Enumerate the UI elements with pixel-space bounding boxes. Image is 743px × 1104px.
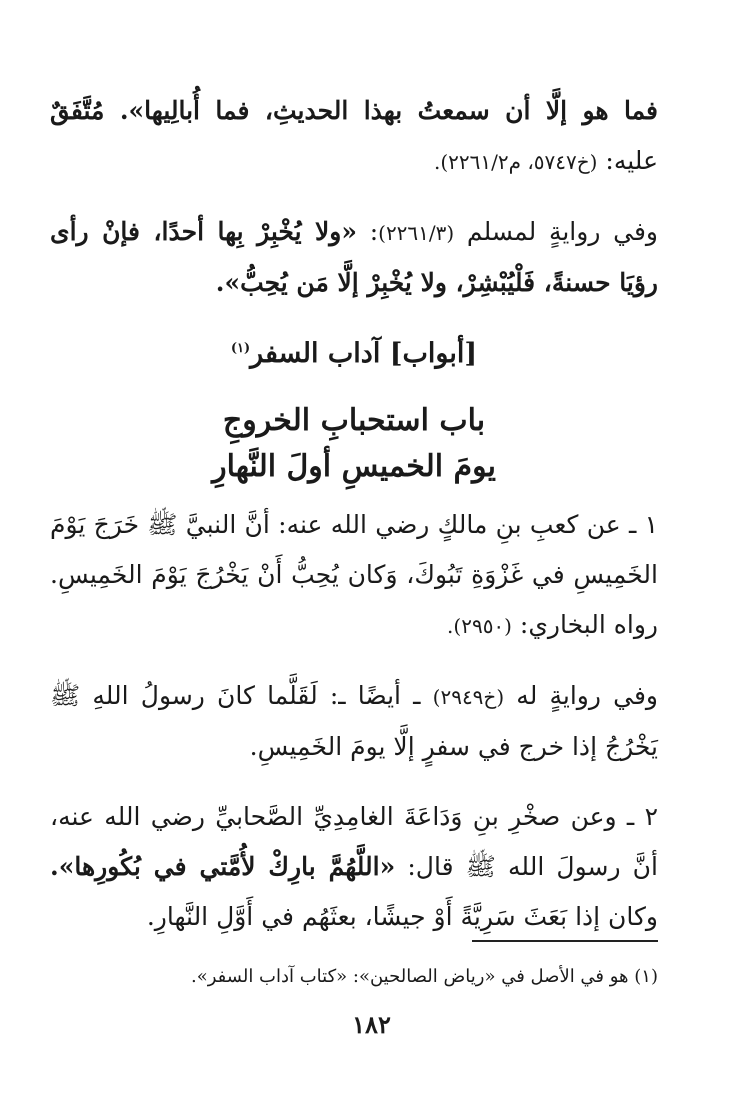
intro-paragraph — [50, 86, 658, 187]
muslim-riwaya-reference: (٢٢٦١/٣) — [378, 221, 455, 245]
footnote-divider — [472, 940, 658, 942]
part-title — [50, 330, 658, 378]
hadith-2-text-1: ٢ ـ وعن صخْرِ بنِ وَدَاعَةَ الغامِدِيِّ الصَّحابيِّ رضي الله عنه، أنَّ رسولَ الله ﷺ قال: — [50, 802, 658, 881]
hadith-1-riwaya-text-2: ـ أيضًا ـ: لَقَلَّما كانَ رسولُ اللهِ ﷺ يَخْرُجُ إذا خرج في سفرٍ إلَّا يومَ الخَمِيسِ. — [50, 681, 658, 761]
hadith-1-riwaya-paragraph — [50, 671, 658, 772]
hadith-2-quote: «اللَّهُمَّ بارِكْ لأُمَّتي في بُكُورِها». — [50, 852, 396, 881]
intro-text-1: فما هو إلَّا أن سمعتُ بهذا الحديثِ، فما أُبالِيها». مُتَّفَقٌ — [50, 96, 658, 125]
page-number: ١٨٢ — [352, 1010, 391, 1039]
intro-reference: (خ٥٧٤٧، م٢٢٦١/٢). — [433, 150, 598, 174]
muslim-riwaya-quote: «ولا يُخْبِرْ بِها أحدًا، فإنْ رأى رؤيَا حسنةً، فَلْيُبْشِرْ، ولا يُخْبِرْ إلَّا مَن يُحِبُّ». — [50, 217, 658, 297]
footnote-marker: (١) — [230, 341, 251, 356]
muslim-riwaya-text-1: وفي روايةٍ لمسلم — [454, 217, 658, 246]
chapter-title-line-1: باب استحبابِ الخروجِ — [222, 403, 486, 438]
hadith-1-reference: (٢٩٥٠). — [447, 614, 512, 638]
part-title-text: [أبواب] آداب السفر — [250, 338, 478, 369]
chapter-title — [50, 398, 658, 490]
hadith-2-paragraph — [50, 792, 658, 942]
page-body — [50, 86, 658, 1104]
footnote: (١) هو في الأصل في «رياض الصالحين»: «كتاب آداب السفر». — [191, 966, 658, 987]
muslim-riwaya-text-2: : — [356, 217, 379, 246]
hadith-2-text-3: وكان إذا بَعَثَ سَرِيَّةً أَوْ جيشًا، بعثَهُم في أَوَّلِ النَّهارِ. — [146, 902, 658, 931]
hadith-1-riwaya-text-1: وفي روايةٍ له — [504, 681, 658, 710]
chapter-title-line-2: يومَ الخميسِ أولَ النَّهارِ — [212, 449, 496, 484]
hadith-1-paragraph — [50, 500, 658, 651]
hadith-1-riwaya-reference: (خ٢٩٤٩) — [432, 685, 505, 709]
muslim-riwaya-paragraph — [50, 207, 658, 308]
intro-text-2: عليه: — [597, 146, 658, 175]
hadith-1-text: ١ ـ عن كعبِ بنِ مالكٍ رضي الله عنه: أنَّ النبيَّ ﷺ خَرَجَ يَوْمَ الخَمِيسِ في غَزْوَةِ تَبُوكَ، وَكان يُحِبُّ أَنْ يَخْرُجَ يَوْمَ الخَمِيسِ. رواه البخاري: — [50, 510, 658, 639]
